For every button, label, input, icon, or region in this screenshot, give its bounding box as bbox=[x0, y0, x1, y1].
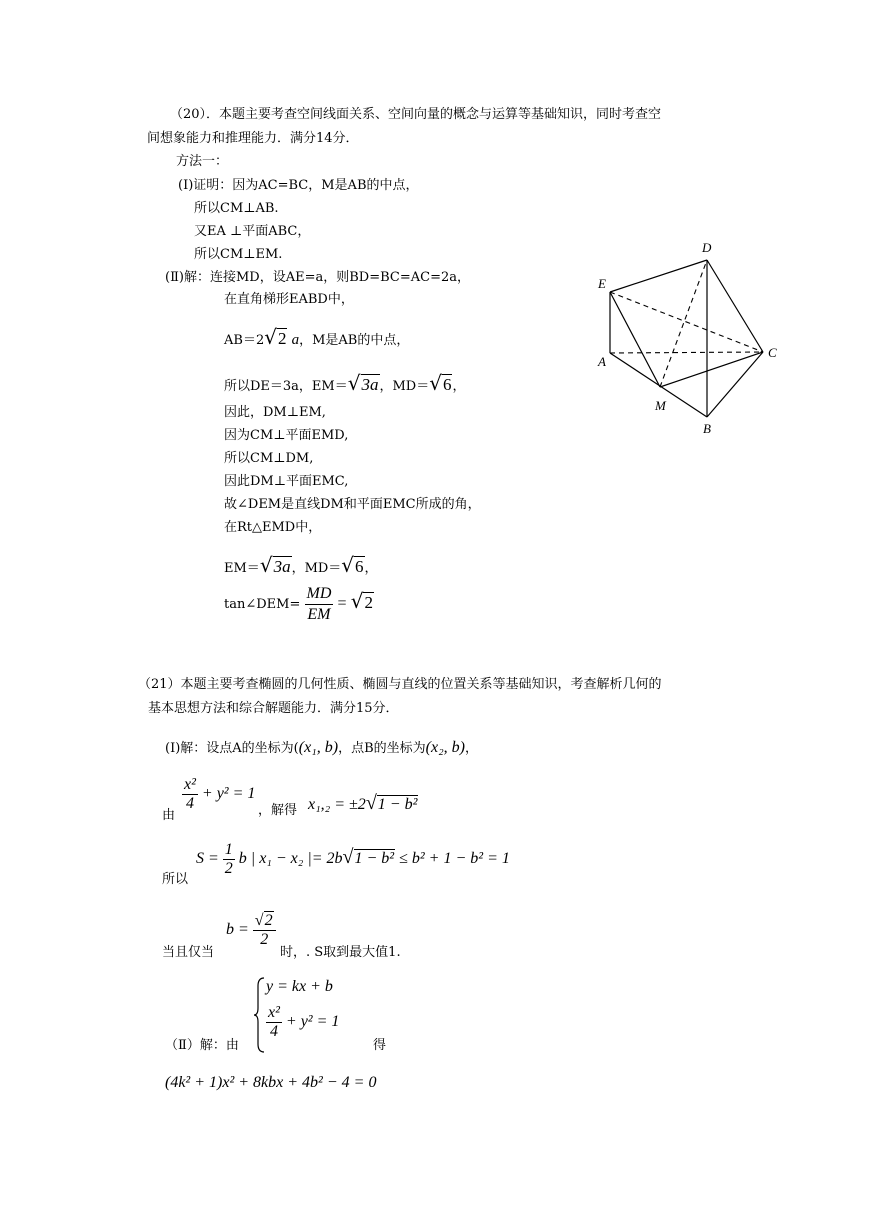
x12-solution: x₁,₂ = ±2√1 − b² bbox=[308, 792, 418, 814]
em2-md: ，MD＝ bbox=[291, 561, 342, 576]
q21-p1-mid: ，点B的坐标为 bbox=[338, 741, 426, 756]
em2-end: ， bbox=[364, 561, 378, 576]
solve-label: ，解得 bbox=[258, 803, 298, 818]
sqrt-3a: √3a bbox=[347, 371, 379, 395]
label-B: B bbox=[703, 421, 711, 436]
q20-because-line: 因为CM⊥平面EMD, bbox=[224, 428, 349, 443]
edge-EM bbox=[610, 292, 660, 387]
suoyi-label: 所以 bbox=[162, 872, 189, 887]
em2-prefix: EM＝ bbox=[224, 561, 260, 576]
sqrt-2: √2 bbox=[264, 325, 287, 349]
b-value: b = $\frac{√2}{2}$ bbox=[226, 912, 276, 949]
de-label: 得 bbox=[373, 1038, 387, 1053]
de-text: 所以DE＝3a，EM＝ bbox=[224, 379, 348, 394]
edge-DC bbox=[707, 260, 763, 352]
q20-part1-line4: 所以CM⊥EM. bbox=[194, 247, 283, 262]
q20-tan-line bbox=[224, 584, 374, 625]
tan-eq: = bbox=[337, 595, 347, 612]
point-a-coord: (x₁, b) bbox=[298, 739, 339, 756]
b-condition-end: 时，. S取到最大值1. bbox=[280, 945, 401, 960]
quadratic-equation: (4k² + 1)x² + 8kbx + 4b² − 4 = 0 bbox=[165, 1074, 377, 1091]
q20-ab-line bbox=[224, 326, 409, 352]
edge-MD-dashed bbox=[660, 260, 707, 387]
q21-p1-prefix: (I)解：设点A的坐标为( bbox=[165, 741, 299, 756]
label-A: A bbox=[598, 354, 606, 369]
label-D: D bbox=[702, 240, 712, 255]
system-eq1: y = kx + b bbox=[266, 978, 333, 995]
ab-prefix: AB＝2 bbox=[224, 333, 265, 348]
point-b-coord: (x₂, b) bbox=[425, 739, 465, 756]
sqrt-3a-2: √3a bbox=[259, 553, 291, 577]
q21-part1-line bbox=[165, 737, 478, 760]
tan-fraction: $\frac{MD}{EM}$ bbox=[306, 585, 332, 623]
sqrt-6-2: √6 bbox=[341, 553, 364, 577]
q20-angle-line: 故∠DEM是直线DM和平面EMC所成的角， bbox=[224, 497, 481, 512]
q20-hence2-line: 因此DM⊥平面EMC, bbox=[224, 474, 349, 489]
ab-suffix: ，M是AB的中点， bbox=[299, 333, 410, 348]
de-end: ， bbox=[452, 379, 466, 394]
edge-ED bbox=[610, 260, 707, 292]
label-C: C bbox=[768, 345, 777, 360]
q20-de-line bbox=[224, 372, 466, 398]
de-md: ，MD＝ bbox=[379, 379, 430, 394]
sqrt-2-tan: √2 bbox=[350, 589, 373, 613]
q20-intro-line2: 间想象能力和推理能力．满分14分． bbox=[147, 131, 359, 146]
label-E: E bbox=[598, 276, 606, 291]
ab-a: a bbox=[291, 332, 300, 348]
q20-intro-line1: （20）．本题主要考查空间线面关系、空间向量的概念与运算等基础知识，同时考查空 bbox=[170, 107, 662, 122]
ellipse-equation: $\frac{\text{x²}}{4}$ + y² = 1 bbox=[184, 776, 256, 812]
you-label: 由 bbox=[162, 808, 176, 823]
q20-method-label: 方法一： bbox=[176, 154, 229, 169]
edge-AC-dashed bbox=[610, 352, 763, 353]
tan-prefix: tan∠DEM= bbox=[224, 597, 301, 612]
system-brace bbox=[254, 976, 266, 1054]
edge-EC-dashed bbox=[610, 292, 763, 352]
q20-part1-line1: (I)证明：因为AC=BC，M是AB的中点， bbox=[178, 178, 419, 193]
q20-part1-line2: 所以CM⊥AB. bbox=[194, 201, 279, 216]
label-M: M bbox=[655, 398, 666, 413]
q20-rt-line: 在Rt△EMD中， bbox=[224, 520, 322, 535]
q20-em-line bbox=[224, 554, 378, 580]
system-eq2: $\frac{\text{x²}}{4}$ + y² = 1 bbox=[268, 1004, 340, 1040]
q20-hence-line: 因此，DM⊥EM, bbox=[224, 405, 326, 420]
q20-part2-line1: (Ⅱ)解：连接MD，设AE=a，则BD=BC=AC=2a， bbox=[165, 270, 470, 285]
q21-intro-line1: （21）本题主要考查椭圆的几何性质、椭圆与直线的位置关系等基础知识，考查解析几何的 bbox=[138, 677, 662, 692]
q20-so-line: 所以CM⊥DM, bbox=[224, 451, 314, 466]
geometry-figure bbox=[590, 235, 790, 445]
dang-label: 当且仅当 bbox=[162, 945, 215, 960]
q21-intro-line2: 基本思想方法和综合解题能力．满分15分． bbox=[148, 701, 399, 716]
q21-p1-end: ， bbox=[464, 741, 478, 756]
sqrt-6: √6 bbox=[429, 371, 452, 395]
q20-part1-line3: 又EA ⊥平面ABC， bbox=[194, 224, 311, 239]
part2-prefix: （Ⅱ）解：由 bbox=[165, 1038, 239, 1053]
q20-part2-line2: 在直角梯形EABD中， bbox=[224, 292, 354, 307]
area-equation: S = $\frac{1}{2}$ b | x₁ − x₂ |= 2b√1 − b² ≤ b² + 1 − b² = 1 bbox=[196, 841, 510, 877]
